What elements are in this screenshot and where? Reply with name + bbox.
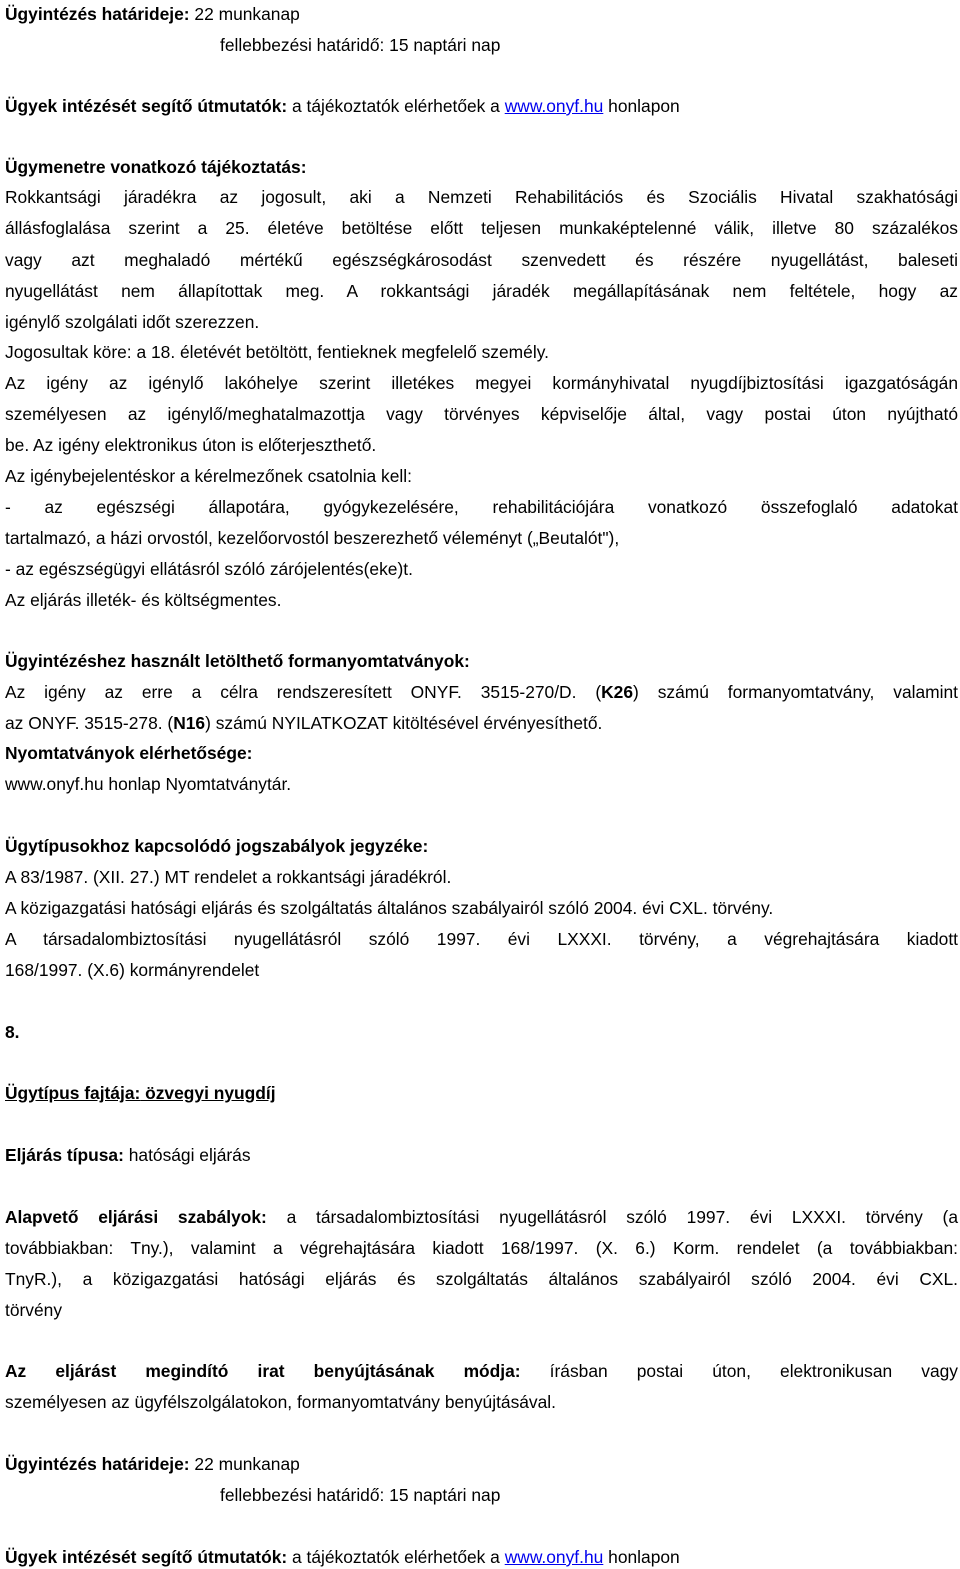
procedure-line: - az egészségügyi ellátásról szóló zárójelentés(eke)t. xyxy=(5,559,413,579)
guides-tail: honlapon xyxy=(603,1547,680,1567)
deadline-line xyxy=(5,1454,300,1474)
procedure-line: személyesen az igénylő/meghatalmazottja vagy törvényes képviselője által, vagy postai úton nyújtható xyxy=(5,404,958,424)
procedure-line: Az igénybejelentéskor a kérelmezőnek csatolnia kell: xyxy=(5,466,412,486)
procedure-type-label: Eljárás típusa: xyxy=(5,1145,124,1165)
laws-heading: Ügytípusokhoz kapcsolódó jogszabályok jegyzéke: xyxy=(5,836,429,856)
deadline-line xyxy=(5,4,300,24)
deadline-value: 22 munkanap xyxy=(189,4,300,24)
procedure-line: igénylő szolgálati időt szerezzen. xyxy=(5,312,260,332)
law-item: 168/1997. (X.6) kormányrendelet xyxy=(5,960,260,980)
submission-label: Az eljárást megindító irat benyújtásának módja: xyxy=(5,1361,521,1381)
deadline-value: 22 munkanap xyxy=(189,1454,300,1474)
guides-tail: honlapon xyxy=(603,96,680,116)
law-item: A 83/1987. (XII. 27.) MT rendelet a rokkantsági járadékról. xyxy=(5,867,452,887)
form-code-k26: K26 xyxy=(601,682,634,702)
forms-heading: Ügyintézéshez használt letölthető formanyomtatványok: xyxy=(5,651,470,671)
procedure-line: Jogosultak köre: a 18. életévét betöltött, fentieknek megfelelő személy. xyxy=(5,342,549,362)
forms-line: Az igény az erre a célra rendszeresített ONYF. 3515-270/D. (K26) számú formanyomtatvány, valamint xyxy=(5,682,959,702)
case-type-value: özvegyi nyugdíj xyxy=(140,1083,276,1103)
procedure-line: tartalmazó, a házi orvostól, kezelőorvostól beszerezhető véleményt („Beutalót"), xyxy=(5,528,620,548)
procedure-line: be. Az igény elektronikus úton is előterjeszthető. xyxy=(5,435,377,455)
case-type-label: Ügytípus fajtája: xyxy=(5,1083,141,1103)
forms-availability-text: www.onyf.hu honlap Nyomtatványtár. xyxy=(5,774,292,794)
procedure-type-value: hatósági eljárás xyxy=(123,1145,251,1165)
section-number: 8. xyxy=(5,1022,20,1042)
procedure-line: - az egészségi állapotára, gyógykezelésére, rehabilitációjára vonatkozó összefoglaló adatokat xyxy=(5,497,958,517)
guides-label: Ügyek intézését segítő útmutatók: xyxy=(5,1547,288,1567)
rules-label: Alapvető eljárási szabályok: xyxy=(5,1207,267,1227)
guides-text: a tájékoztatók elérhetőek a xyxy=(287,96,505,116)
procedure-line: Az eljárás illeték- és költségmentes. xyxy=(5,590,282,610)
form-code-n16: N16 xyxy=(173,713,206,733)
guides-line xyxy=(5,1547,680,1567)
rules-line: Alapvető eljárási szabályok: a társadalombiztosítási nyugellátásról szóló 1997. évi LXXXI. törvény (a xyxy=(5,1207,958,1227)
appeal-deadline-line: fellebbezési határidő: 15 naptári nap xyxy=(220,35,501,55)
submission-line: Az eljárást megindító irat benyújtásának módja: írásban postai úton, elektronikusan vagy xyxy=(5,1361,958,1381)
law-item: A társadalombiztosítási nyugellátásról szóló 1997. évi LXXXI. törvény, a végrehajtására kiadott xyxy=(5,929,958,949)
procedure-heading: Ügymenetre vonatkozó tájékoztatás: xyxy=(5,157,307,177)
procedure-type-line xyxy=(5,1145,251,1165)
submission-line: személyesen az ügyfélszolgálatokon, formanyomtatvány benyújtásával. xyxy=(5,1392,556,1412)
procedure-line: Az igény az igénylő lakóhelye szerint illetékes megyei kormányhivatal nyugdíjbiztosítási igazgatóságán xyxy=(5,373,958,393)
rules-line: továbbiakban: Tny.), valamint a végrehajtására kiadott 168/1997. (X. 6.) Korm. rendelet (a továbbiakban: xyxy=(5,1238,958,1258)
onyf-link[interactable]: www.onyf.hu xyxy=(504,1547,604,1567)
procedure-line: állásfoglalása szerint a 25. életéve betöltése előtt teljesen munkaképtelenné válik, illetve 80 százalékos xyxy=(5,218,958,238)
forms-availability-heading: Nyomtatványok elérhetősége: xyxy=(5,743,253,763)
procedure-line: nyugellátást nem állapítottak meg. A rokkantsági járadék megállapításának nem feltétele, hogy az xyxy=(5,281,958,301)
onyf-link[interactable]: www.onyf.hu xyxy=(504,96,604,116)
rules-line: törvény xyxy=(5,1300,63,1320)
rules-line: TnyR.), a közigazgatási hatósági eljárás és szolgáltatás általános szabályairól szóló 2004. évi CXL. xyxy=(5,1269,958,1289)
guides-label: Ügyek intézését segítő útmutatók: xyxy=(5,96,288,116)
procedure-line: Rokkantsági járadékra az jogosult, aki a Nemzeti Rehabilitációs és Szociális Hivatal szakhatósági xyxy=(5,187,958,207)
deadline-label: Ügyintézés határideje: xyxy=(5,4,190,24)
law-item: A közigazgatási hatósági eljárás és szolgáltatás általános szabályairól szóló 2004. évi CXL. törvény. xyxy=(5,898,774,918)
deadline-label: Ügyintézés határideje: xyxy=(5,1454,190,1474)
guides-text: a tájékoztatók elérhetőek a xyxy=(287,1547,505,1567)
case-type-line xyxy=(5,1083,276,1103)
procedure-line: vagy azt meghaladó mértékű egészségkárosodást szenvedett és részére nyugellátást, baleseti xyxy=(5,250,958,270)
appeal-deadline-line: fellebbezési határidő: 15 naptári nap xyxy=(220,1485,501,1505)
forms-line: az ONYF. 3515-278. (N16) számú NYILATKOZAT kitöltésével érvényesíthető. xyxy=(5,713,603,733)
guides-line xyxy=(5,96,680,116)
